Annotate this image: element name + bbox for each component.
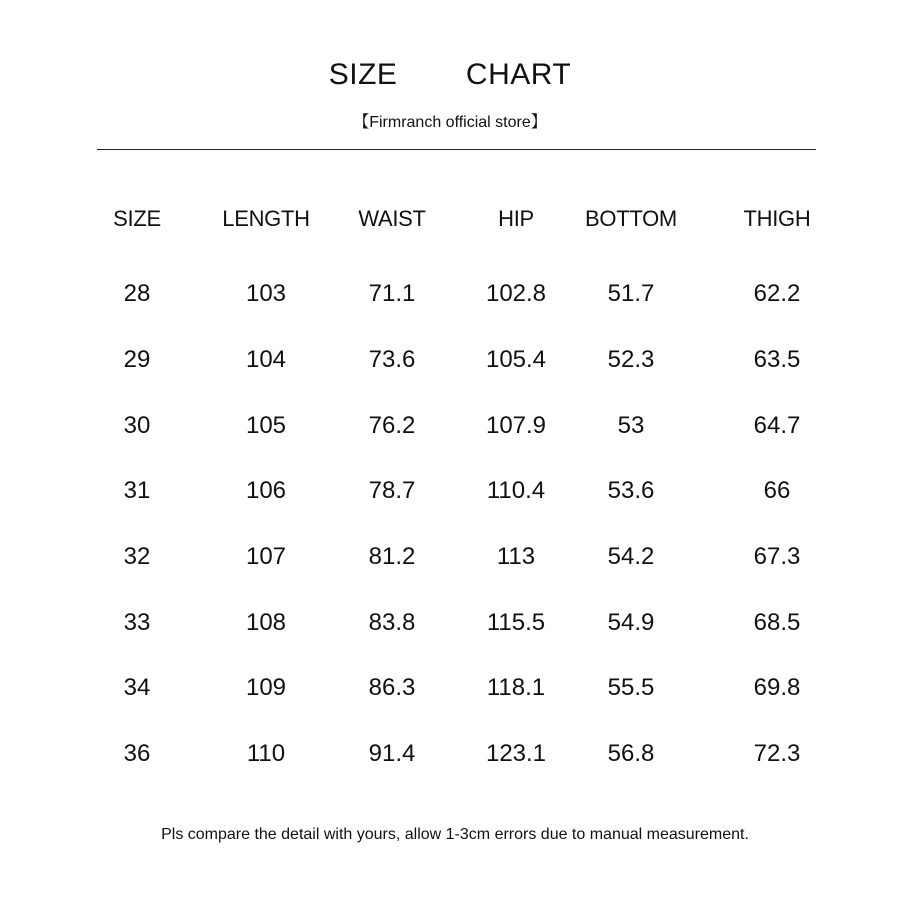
table-cell-length: 103	[245, 280, 287, 307]
table-cell-thigh: 66	[763, 477, 791, 504]
table-cell-size: 29	[123, 346, 151, 373]
table-cell-thigh: 63.5	[753, 346, 801, 373]
table-cell-bottom: 51.7	[607, 280, 655, 307]
column-header-size: SIZE	[113, 206, 161, 231]
column-header-length: LENGTH	[222, 206, 310, 231]
column-header-waist: WAIST	[358, 206, 426, 231]
table-cell-hip: 118.1	[486, 674, 546, 701]
table-cell-length: 109	[245, 674, 287, 701]
table-cell-bottom: 54.9	[607, 609, 655, 636]
table-cell-waist: 73.6	[368, 346, 416, 373]
table-cell-size: 28	[123, 280, 151, 307]
column-header-thigh: THIGH	[743, 206, 811, 231]
table-cell-size: 31	[123, 477, 151, 504]
table-cell-length: 104	[245, 346, 287, 373]
table-cell-hip: 105.4	[485, 346, 547, 373]
table-cell-bottom: 56.8	[607, 740, 655, 767]
table-cell-waist: 86.3	[368, 674, 416, 701]
table-cell-hip: 110.4	[486, 477, 546, 504]
table-cell-bottom: 52.3	[607, 346, 655, 373]
table-cell-length: 106	[245, 477, 287, 504]
column-header-bottom: BOTTOM	[585, 206, 677, 231]
table-cell-thigh: 64.7	[753, 412, 801, 439]
table-cell-size: 30	[123, 412, 151, 439]
table-cell-bottom: 55.5	[607, 674, 655, 701]
table-cell-length: 110	[246, 740, 286, 767]
table-cell-waist: 76.2	[368, 412, 416, 439]
table-cell-waist: 71.1	[368, 280, 416, 307]
table-cell-waist: 91.4	[368, 740, 416, 767]
table-cell-hip: 115.5	[486, 609, 546, 636]
table-cell-length: 105	[245, 412, 287, 439]
table-cell-hip: 107.9	[485, 412, 547, 439]
table-cell-size: 32	[123, 543, 151, 570]
measurement-note: Pls compare the detail with yours, allow 1-3cm errors due to manual measurement.	[161, 826, 749, 843]
table-cell-thigh: 68.5	[753, 609, 801, 636]
table-cell-thigh: 72.3	[753, 740, 801, 767]
table-cell-size: 33	[123, 609, 151, 636]
table-cell-waist: 81.2	[368, 543, 416, 570]
page-title: SIZE CHART	[328, 58, 572, 91]
column-header-hip: HIP	[498, 206, 534, 231]
table-cell-size: 36	[123, 740, 151, 767]
table-cell-hip: 102.8	[485, 280, 547, 307]
table-cell-length: 108	[245, 609, 287, 636]
table-cell-hip: 113	[496, 543, 536, 570]
table-cell-waist: 83.8	[368, 609, 416, 636]
store-subtitle: 【Firmranch official store】	[353, 114, 547, 131]
table-cell-bottom: 53	[617, 412, 645, 439]
table-cell-thigh: 69.8	[753, 674, 801, 701]
title-divider	[97, 149, 816, 150]
table-cell-length: 107	[245, 543, 287, 570]
table-cell-hip: 123.1	[485, 740, 547, 767]
table-cell-thigh: 67.3	[753, 543, 801, 570]
table-cell-waist: 78.7	[368, 477, 416, 504]
table-cell-size: 34	[123, 674, 151, 701]
table-cell-thigh: 62.2	[753, 280, 801, 307]
table-cell-bottom: 53.6	[607, 477, 655, 504]
table-cell-bottom: 54.2	[607, 543, 655, 570]
